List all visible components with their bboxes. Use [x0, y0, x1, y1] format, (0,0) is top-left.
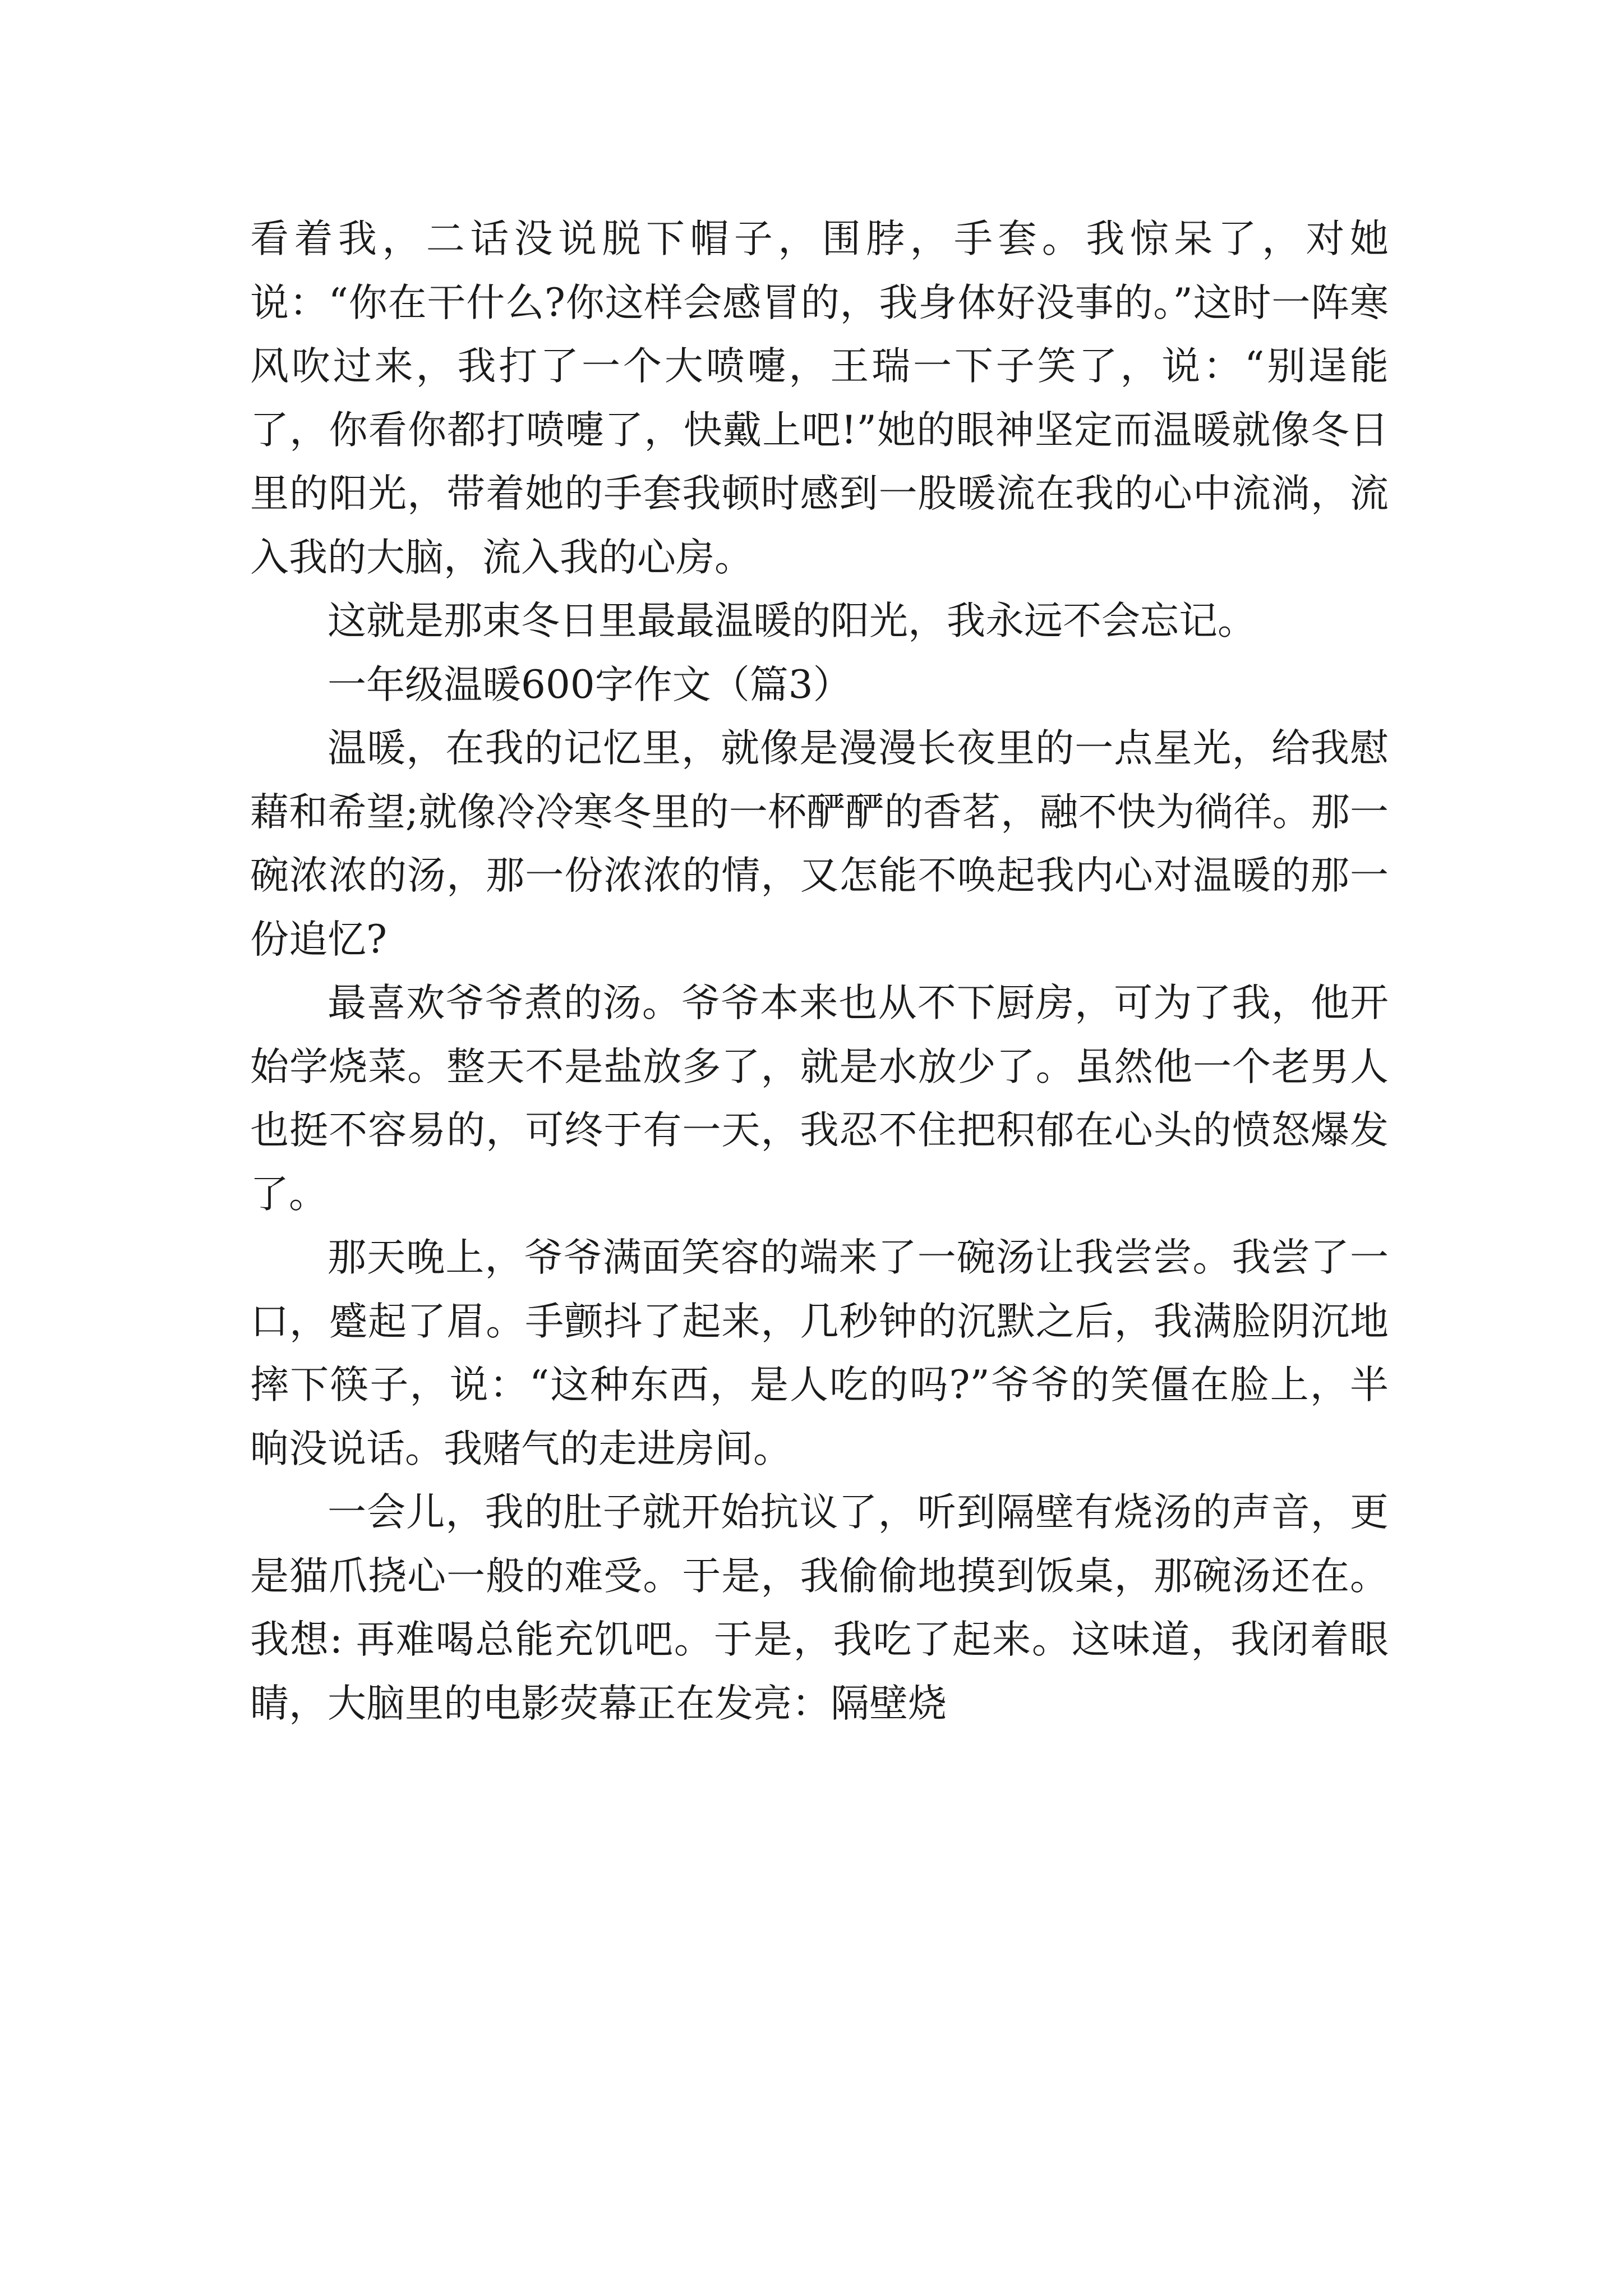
paragraph-continuation: 看着我，二话没说脱下帽子，围脖，手套。我惊呆了，对她说：“你在干什么?你这样会感冒的，我身体好没事的。”这时一阵寒风吹过来，我打了一个大喷嚏，王瑞一下子笑了，说：“别逞能了，你看你都打喷嚏了，快戴上吧!”她的眼神坚定而温暖就像冬日里的阳光，带着她的手套我顿时感到一股暖流在我的心中流淌，流入我的大脑，流入我的心房。	[250, 217, 1389, 580]
paragraph-hungry: 一会儿，我的肚子就开始抗议了，听到隔壁有烧汤的声音，更是猫爪挠心一般的难受。于是，我偷偷地摸到饭桌，那碗汤还在。我想: 再难喝总能充饥吧。于是，我吃了起来。这味道，我闭着眼睛，大脑里的电影荧幕正在发亮：隔壁烧	[250, 1490, 1389, 1726]
essay-body	[250, 208, 1389, 1736]
paragraph-intro: 温暖，在我的记忆里，就像是漫漫长夜里的一点星光，给我慰藉和希望;就像冷冷寒冬里的一杯酽酽的香茗，融不快为徜徉。那一碗浓浓的汤，那一份浓浓的情，又怎能不唤起我内心对温暖的那一份追忆?	[250, 726, 1389, 962]
paragraph-that-evening: 那天晚上，爷爷满面笑容的端来了一碗汤让我尝尝。我尝了一口，蹙起了眉。手颤抖了起来，几秒钟的沉默之后，我满脸阴沉地摔下筷子，说：“这种东西，是人吃的吗?”爷爷的笑僵在脸上，半晌没说话。我赌气的走进房间。	[250, 1235, 1389, 1471]
paragraph-conclusion: 这就是那束冬日里最最温暖的阳光，我永远不会忘记。	[328, 599, 1256, 643]
section-heading: 一年级温暖600字作文（篇3）	[328, 662, 852, 707]
paragraph-grandpa-soup: 最喜欢爷爷煮的汤。爷爷本来也从不下厨房，可为了我，他开始学烧菜。整天不是盐放多了，就是水放少了。虽然他一个老男人也挺不容易的，可终于有一天，我忍不住把积郁在心头的愤怒爆发了。	[250, 981, 1389, 1217]
